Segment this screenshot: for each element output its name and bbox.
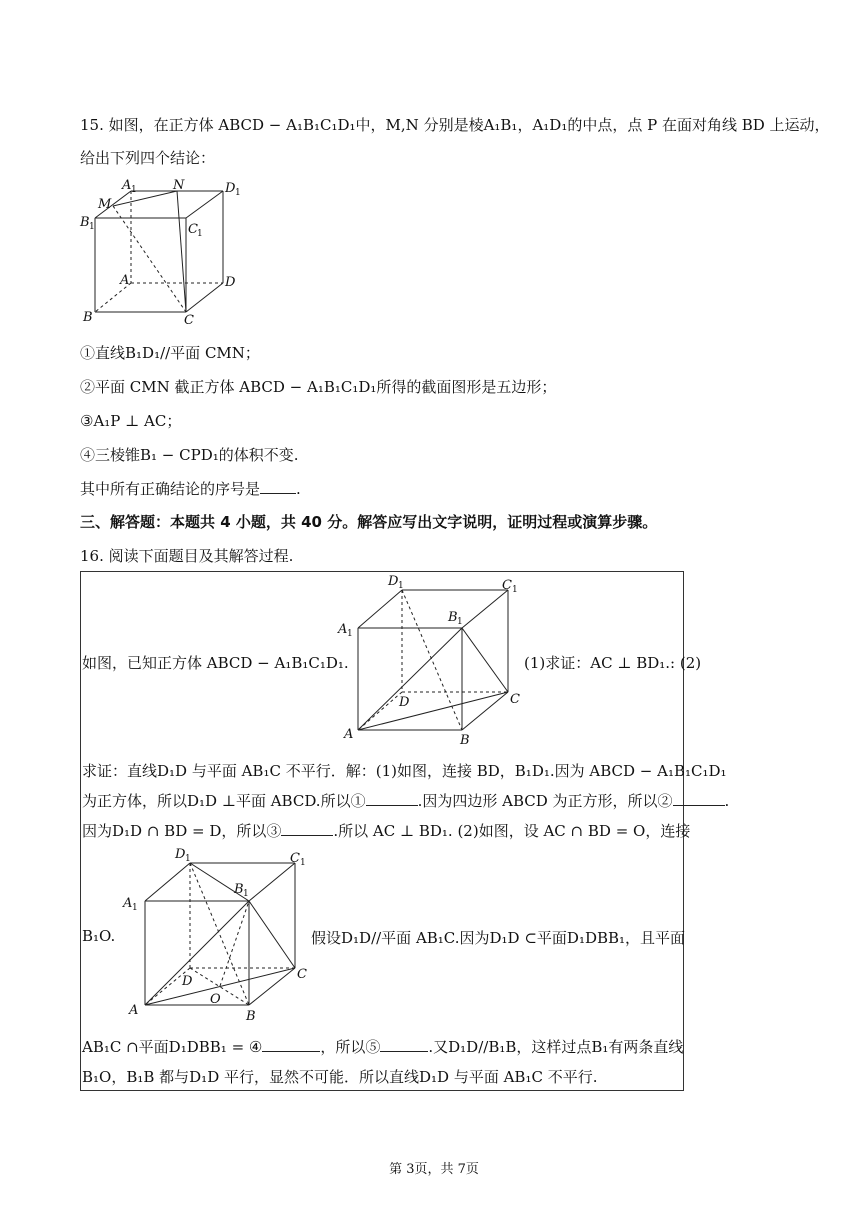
section-heading: 三、解答题：本题共 4 小题，共 40 分。解答应写出文字说明，证明过程或演算步骤。 xyxy=(80,513,658,531)
blank-2[interactable] xyxy=(673,805,725,806)
label-D: D xyxy=(399,695,410,710)
label-D: D xyxy=(225,275,236,290)
q15-line1: 15. 如图，在正方体 ABCD − A₁B₁C₁D₁中，M,N 分别是棱A₁B₁，A₁D₁的中点，点 P 在面对角线 BD 上运动， xyxy=(80,116,830,134)
q15-answer-prompt: 其中所有正确结论的序号是 xyxy=(80,480,261,498)
svg-text:1: 1 xyxy=(132,903,138,913)
svg-text:1: 1 xyxy=(347,629,353,639)
label-O: O xyxy=(210,992,221,1007)
label-C: C xyxy=(510,692,520,707)
label-D: D xyxy=(182,974,193,989)
label-D1: D xyxy=(225,181,236,196)
label-A: A xyxy=(129,1003,139,1018)
svg-text:1: 1 xyxy=(243,889,249,899)
svg-text:1: 1 xyxy=(300,858,306,868)
blank-3[interactable] xyxy=(281,835,333,836)
label-C: C xyxy=(184,313,194,328)
q16-row7: B₁O，B₁B 都与D₁D 平行，显然不可能．所以直线D₁D 与平面 AB₁C 不平行. xyxy=(82,1068,598,1086)
label-D1: D xyxy=(388,574,399,589)
blank-5[interactable] xyxy=(380,1051,428,1052)
svg-text:1: 1 xyxy=(457,617,463,627)
q16-cube-figure-1 xyxy=(336,573,536,748)
label-C1: C xyxy=(290,851,300,866)
label-A1: A xyxy=(122,178,132,193)
blank-1[interactable] xyxy=(366,805,418,806)
label-A: A xyxy=(120,273,130,288)
svg-text:1: 1 xyxy=(398,581,404,591)
q16-intro: 16. 阅读下面题目及其解答过程. xyxy=(80,547,294,565)
answer-blank[interactable] xyxy=(260,493,296,494)
q15-statement-4: ④三棱锥B₁ − CPD₁的体积不变. xyxy=(80,446,299,464)
label-B1: B xyxy=(448,610,458,625)
label-B1: B xyxy=(234,882,244,897)
svg-text:1: 1 xyxy=(89,222,95,232)
svg-text:1: 1 xyxy=(512,585,518,595)
label-A1: A xyxy=(123,896,133,911)
svg-text:1: 1 xyxy=(131,185,137,195)
label-B: B xyxy=(246,1009,256,1024)
svg-text:1: 1 xyxy=(185,854,191,864)
label-B: B xyxy=(83,310,93,325)
label-A: A xyxy=(344,727,354,742)
q15-answer-line: 其中所有正确结论的序号是 . xyxy=(80,480,301,498)
q15-cube-figure xyxy=(78,178,248,328)
svg-text:1: 1 xyxy=(197,229,203,239)
label-A1: A xyxy=(338,622,348,637)
svg-text:1: 1 xyxy=(235,188,241,198)
label-D1: D xyxy=(175,847,186,862)
q15-line2: 给出下列四个结论： xyxy=(80,149,216,167)
q16-row6: AB₁C ∩平面D₁DBB₁ = ④ ，所以⑤ .又D₁D//B₁B，这样过点B₁有两条直线 xyxy=(82,1038,684,1056)
q16-row4: 因为D₁D ∩ BD = D，所以③ .所以 AC ⊥ BD₁. (2)如图，设 AC ∩ BD = O，连接 xyxy=(82,822,691,840)
q16-row1-left: 如图，已知正方体 ABCD − A₁B₁C₁D₁. xyxy=(82,654,349,672)
q15-statement-1: ①直线B₁D₁//平面 CMN； xyxy=(80,344,260,362)
label-C1: C xyxy=(502,578,512,593)
label-N: N xyxy=(173,178,185,193)
q16-row1-right: (1)求证：AC ⊥ BD₁.: (2) xyxy=(524,654,702,672)
q15-statement-3: ③A₁P ⊥ AC； xyxy=(80,412,182,430)
label-B: B xyxy=(460,733,470,748)
blank-4[interactable] xyxy=(262,1051,320,1052)
q16-row3: 为正方体，所以D₁D ⊥平面 ABCD.所以① .因为四边形 ABCD 为正方形，所以② . xyxy=(82,792,730,810)
q16-row5-left: B₁O. xyxy=(82,927,116,945)
label-C1: C xyxy=(188,222,198,237)
label-B1: B xyxy=(80,215,90,230)
label-M: M xyxy=(98,197,112,212)
label-C: C xyxy=(297,967,307,982)
q16-row5-right: 假设D₁D//平面 AB₁C.因为D₁D ⊂平面D₁DBB₁，且平面 xyxy=(311,929,686,947)
q16-cube-figure-2 xyxy=(118,843,318,1025)
page-footer: 第 3页，共 7页 xyxy=(389,1162,479,1177)
q16-row2: 求证：直线D₁D 与平面 AB₁C 不平行．解：(1)如图，连接 BD，B₁D₁.因为 ABCD − A₁B₁C₁D₁ xyxy=(82,762,727,780)
q15-statement-2: ②平面 CMN 截正方体 ABCD − A₁B₁C₁D₁所得的截面图形是五边形； xyxy=(80,378,557,396)
